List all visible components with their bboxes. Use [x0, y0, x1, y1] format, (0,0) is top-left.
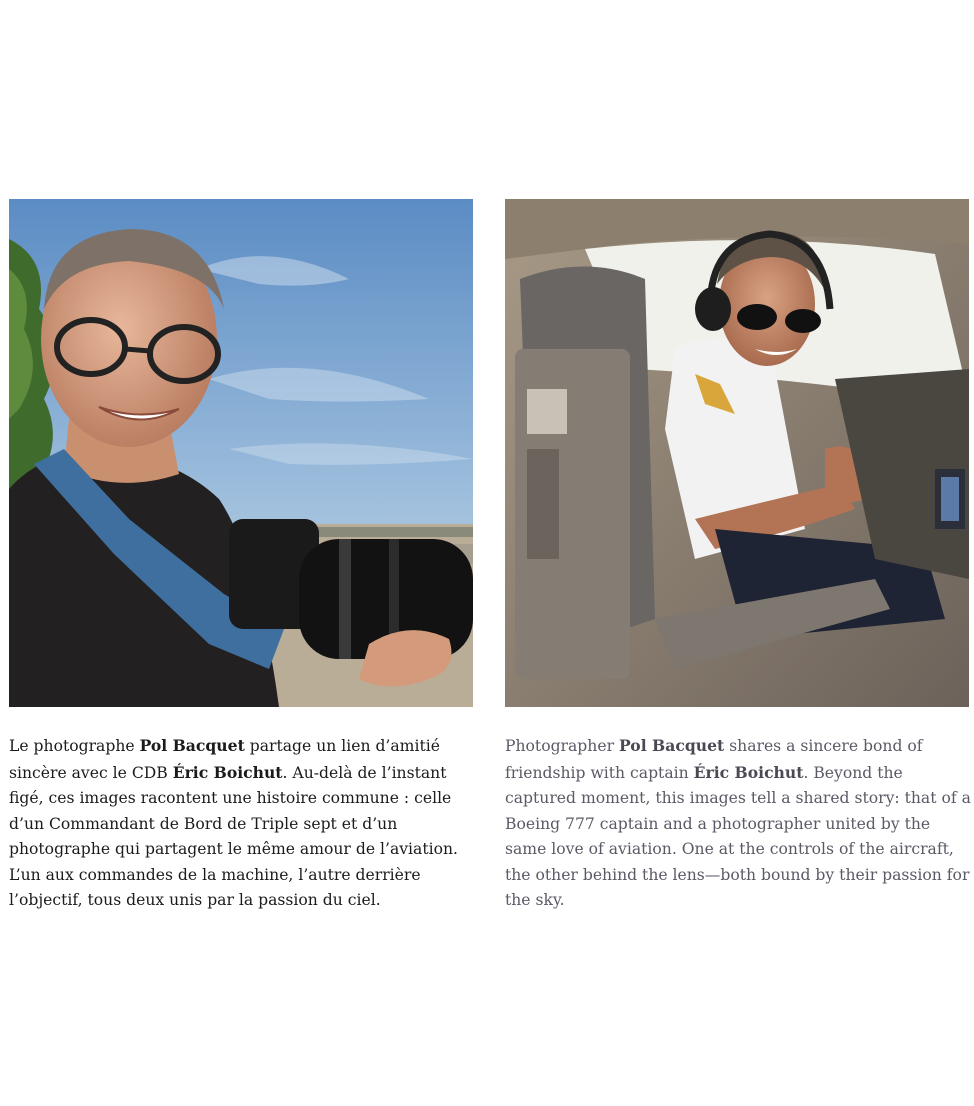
photographer-photo-graphic	[9, 199, 473, 707]
caption-en-text-2: shares a sincere bond of friendship with captain	[505, 737, 923, 782]
captain-name: Éric Boichut	[172, 762, 283, 782]
caption-fr-text-2: partage un lien d’amitié sincère avec le CDB	[9, 737, 440, 782]
caption-fr-text-3: . Au-delà de l’instant figé, ces images racontent une histoire commune : celle d’un Commandant de Bord de Triple sept et d’un photographe qui partagent le même amour de l’aviation. L’un aux commandes de la machine, l’autre derrière l’objectif, tous deux unis par la passion du ciel.	[9, 763, 458, 909]
caption-english	[505, 733, 973, 914]
captain-photo-graphic	[505, 199, 969, 707]
photographer-name: Pol Bacquet	[139, 736, 245, 755]
caption-french	[9, 733, 477, 914]
captain-photo	[505, 199, 969, 707]
caption-fr-text-1: Le photographe	[9, 737, 140, 755]
caption-en-text-1: Photographer	[505, 737, 619, 755]
photographer-photo	[9, 199, 473, 707]
captain-name-en: Éric Boichut	[693, 762, 804, 782]
photographer-name-en: Pol Bacquet	[618, 736, 725, 755]
caption-en-text-3: . Beyond the captured moment, this images tell a shared story: that of a Boeing 777 captain and a photographer united by the same love of aviation. One at the controls of the aircraft, the other behind the lens—both bound by their passion for the sky.	[505, 763, 971, 909]
